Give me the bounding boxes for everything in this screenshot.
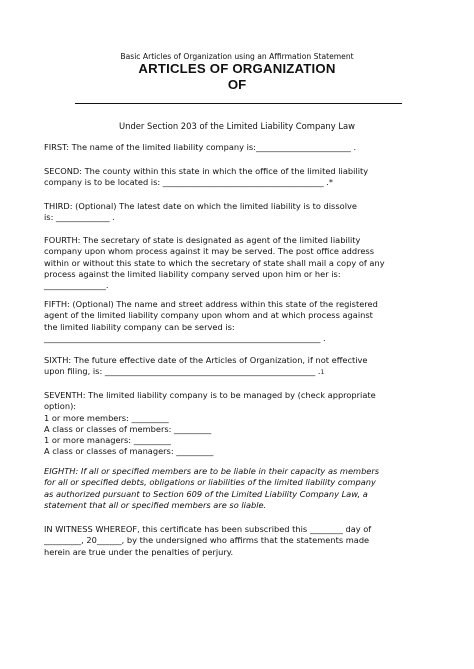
witness-line-2: _________, 20______, by the undersigned who affirms that the statements made	[44, 535, 370, 546]
article-fifth-line-4: ___________________________________________________________________ .	[44, 332, 326, 343]
article-eighth-line-3: as authorized pursuant to Section 609 of the Limited Liability Company Law, a	[44, 488, 368, 499]
article-sixth	[44, 355, 436, 379]
article-fifth	[44, 299, 436, 344]
article-eighth-line-1: EIGHTH: If all or specified members are to be liable in their capacity as members	[44, 466, 380, 476]
statute-reference: Under Section 203 of the Limited Liability Company Law	[119, 121, 355, 131]
article-second-line-1: SECOND: The county within this state in which the office of the limited liability	[44, 166, 369, 176]
article-first-line: FIRST: The name of the limited liability company is:_______________________ .	[44, 142, 357, 152]
article-eighth	[44, 466, 436, 511]
option-managers[interactable]: 1 or more managers: _________	[44, 435, 171, 446]
article-fourth	[44, 235, 436, 291]
form-subtitle: Basic Articles of Organization using an Affirmation Statement	[120, 52, 354, 61]
article-fourth-line-3: within or without this state to which the secretary of state shall mail a copy of any	[44, 257, 385, 268]
witness-clause	[44, 524, 436, 558]
article-fifth-line-3: the limited liability company can be served is:	[44, 321, 235, 332]
article-fifth-line-2: agent of the limited liability company upon whom and at which process against	[44, 310, 373, 321]
form-title: ARTICLES OF ORGANIZATION	[138, 61, 336, 76]
article-sixth-line-2	[44, 366, 436, 378]
footnote-marker: 1	[320, 369, 325, 377]
article-second	[44, 166, 436, 189]
form-title-of: OF	[227, 77, 247, 92]
article-third-line-2: is: _____________ .	[44, 212, 115, 223]
option-member-classes[interactable]: A class or classes of members: _________	[44, 423, 212, 434]
company-name-blank-line[interactable]	[75, 103, 402, 104]
article-sixth-line-2-text: upon filing, is: ___________________________________________________ .	[44, 366, 321, 377]
article-second-line-2: company is to be located is: _______________________________________ .*	[44, 177, 334, 188]
article-seventh	[44, 390, 436, 458]
witness-line-3: herein are true under the penalties of perjury.	[44, 546, 234, 557]
article-eighth-line-4: statement that all or specified members are so liable.	[44, 499, 267, 510]
article-first	[44, 142, 436, 153]
article-third	[44, 201, 436, 224]
article-third-line-1: THIRD: (Optional) The latest date on which the limited liability is to dissolve	[44, 201, 357, 211]
article-seventh-line-1: SEVENTH: The limited liability company is to be managed by (check appropriate	[44, 390, 376, 400]
article-fourth-line-4: process against the limited liability company served upon him or her is:	[44, 268, 341, 279]
option-members[interactable]: 1 or more members: _________	[44, 412, 169, 423]
witness-line-1: IN WITNESS WHEREOF, this certificate has been subscribed this ________ day of	[44, 524, 372, 534]
option-manager-classes[interactable]: A class or classes of managers: _________	[44, 446, 214, 457]
article-fourth-line-2: company upon whom process against it may be served. The post office address	[44, 246, 375, 257]
article-seventh-line-2: option):	[44, 401, 77, 412]
article-fourth-line-5: _______________.	[44, 280, 109, 291]
article-sixth-line-1: SIXTH: The future effective date of the Articles of Organization, if not effective	[44, 355, 368, 365]
article-fifth-line-1: FIFTH: (Optional) The name and street address within this state of the registered	[44, 299, 378, 309]
article-fourth-line-1: FOURTH: The secretary of state is designated as agent of the limited liability	[44, 235, 361, 245]
article-eighth-line-2: for all or specified debts, obligations or liabilities of the limited liability company	[44, 477, 376, 488]
